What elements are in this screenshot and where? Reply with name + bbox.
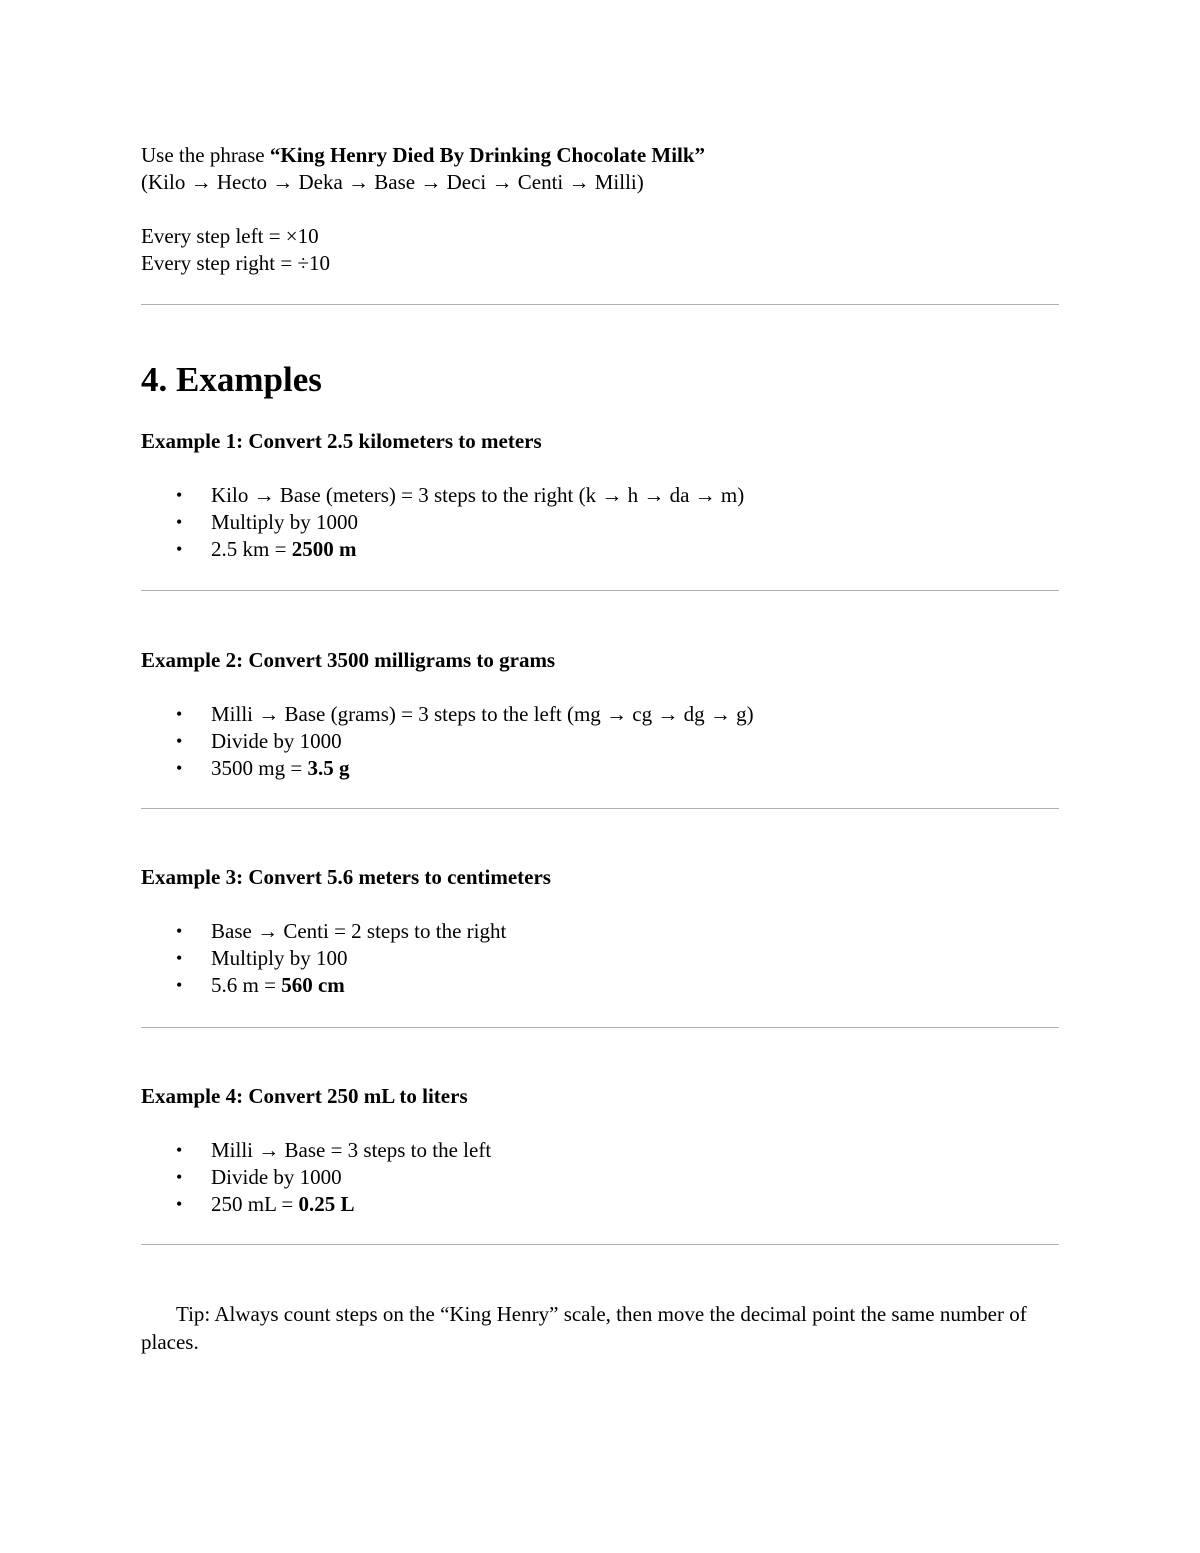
bullet-icon: • [176, 948, 183, 968]
result-prefix: 2.5 km = [211, 537, 292, 561]
bullet-icon: • [176, 1167, 183, 1187]
step-left-rule: Every step left = ×10 [141, 224, 319, 248]
step-text: Multiply by 1000 [211, 510, 359, 534]
list-item [141, 1164, 1059, 1191]
bullet-icon: • [176, 485, 183, 505]
bullet-icon: • [176, 975, 183, 995]
example-3 [141, 864, 1059, 999]
example-steps-list [141, 1137, 1059, 1218]
step-text: Divide by 1000 [211, 729, 342, 753]
step-right-rule: Every step right = ÷10 [141, 251, 330, 275]
bullet-icon: • [176, 758, 183, 778]
mnemonic-phrase: “King Henry Died By Drinking Chocolate Milk” [269, 143, 706, 167]
list-item [141, 536, 1059, 563]
list-item [141, 701, 1059, 728]
example-4 [141, 1083, 1059, 1218]
step-text: Divide by 1000 [211, 1165, 342, 1189]
result-value: 3.5 g [307, 756, 350, 780]
example-title: Example 3: Convert 5.6 meters to centimeters [141, 865, 551, 889]
horizontal-rule [141, 1244, 1059, 1245]
bullet-icon: • [176, 704, 183, 724]
intro-line-phrase [141, 142, 1059, 169]
example-steps-list [141, 701, 1059, 782]
spacer [141, 196, 1059, 223]
bullet-icon: • [176, 1194, 183, 1214]
bullet-icon: • [176, 539, 183, 559]
result-value: 560 cm [281, 973, 345, 997]
list-item [141, 945, 1059, 972]
result-prefix: 3500 mg = [211, 756, 308, 780]
list-item [141, 728, 1059, 755]
step-text: Base → Centi = 2 steps to the right [211, 919, 507, 943]
step-text: Milli → Base = 3 steps to the left [211, 1138, 492, 1162]
prefix-order-line: (Kilo → Hecto → Deka → Base → Deci → Centi → Milli) [141, 170, 644, 194]
step-text: Milli → Base (grams) = 3 steps to the left (mg → cg → dg → g) [211, 702, 754, 726]
example-title: Example 1: Convert 2.5 kilometers to meters [141, 429, 542, 453]
tip-paragraph: Tip: Always count steps on the “King Henry” scale, then move the decimal point the same number of places. [141, 1302, 1027, 1354]
result-value: 0.25 L [298, 1192, 355, 1216]
horizontal-rule [141, 1027, 1059, 1028]
intro-phrase-prefix: Use the phrase [141, 143, 270, 167]
bullet-icon: • [176, 1140, 183, 1160]
step-text: Kilo → Base (meters) = 3 steps to the right (k → h → da → m) [211, 483, 745, 507]
list-item [141, 972, 1059, 999]
example-2 [141, 647, 1059, 782]
list-item [141, 918, 1059, 945]
horizontal-rule [141, 304, 1059, 305]
list-item [141, 509, 1059, 536]
example-title: Example 4: Convert 250 mL to liters [141, 1084, 468, 1108]
example-1 [141, 428, 1059, 563]
list-item [141, 1137, 1059, 1164]
list-item [141, 482, 1059, 509]
example-steps-list [141, 918, 1059, 999]
example-steps-list [141, 482, 1059, 563]
bullet-icon: • [176, 921, 183, 941]
list-item [141, 755, 1059, 782]
bullet-icon: • [176, 512, 183, 532]
result-prefix: 5.6 m = [211, 973, 282, 997]
list-item [141, 1191, 1059, 1218]
example-title: Example 2: Convert 3500 milligrams to grams [141, 648, 556, 672]
result-prefix: 250 mL = [211, 1192, 299, 1216]
result-value: 2500 m [291, 537, 357, 561]
horizontal-rule [141, 808, 1059, 809]
section-heading: 4. Examples [141, 360, 322, 399]
horizontal-rule [141, 590, 1059, 591]
bullet-icon: • [176, 731, 183, 751]
intro-block [141, 142, 1059, 277]
step-text: Multiply by 100 [211, 946, 348, 970]
